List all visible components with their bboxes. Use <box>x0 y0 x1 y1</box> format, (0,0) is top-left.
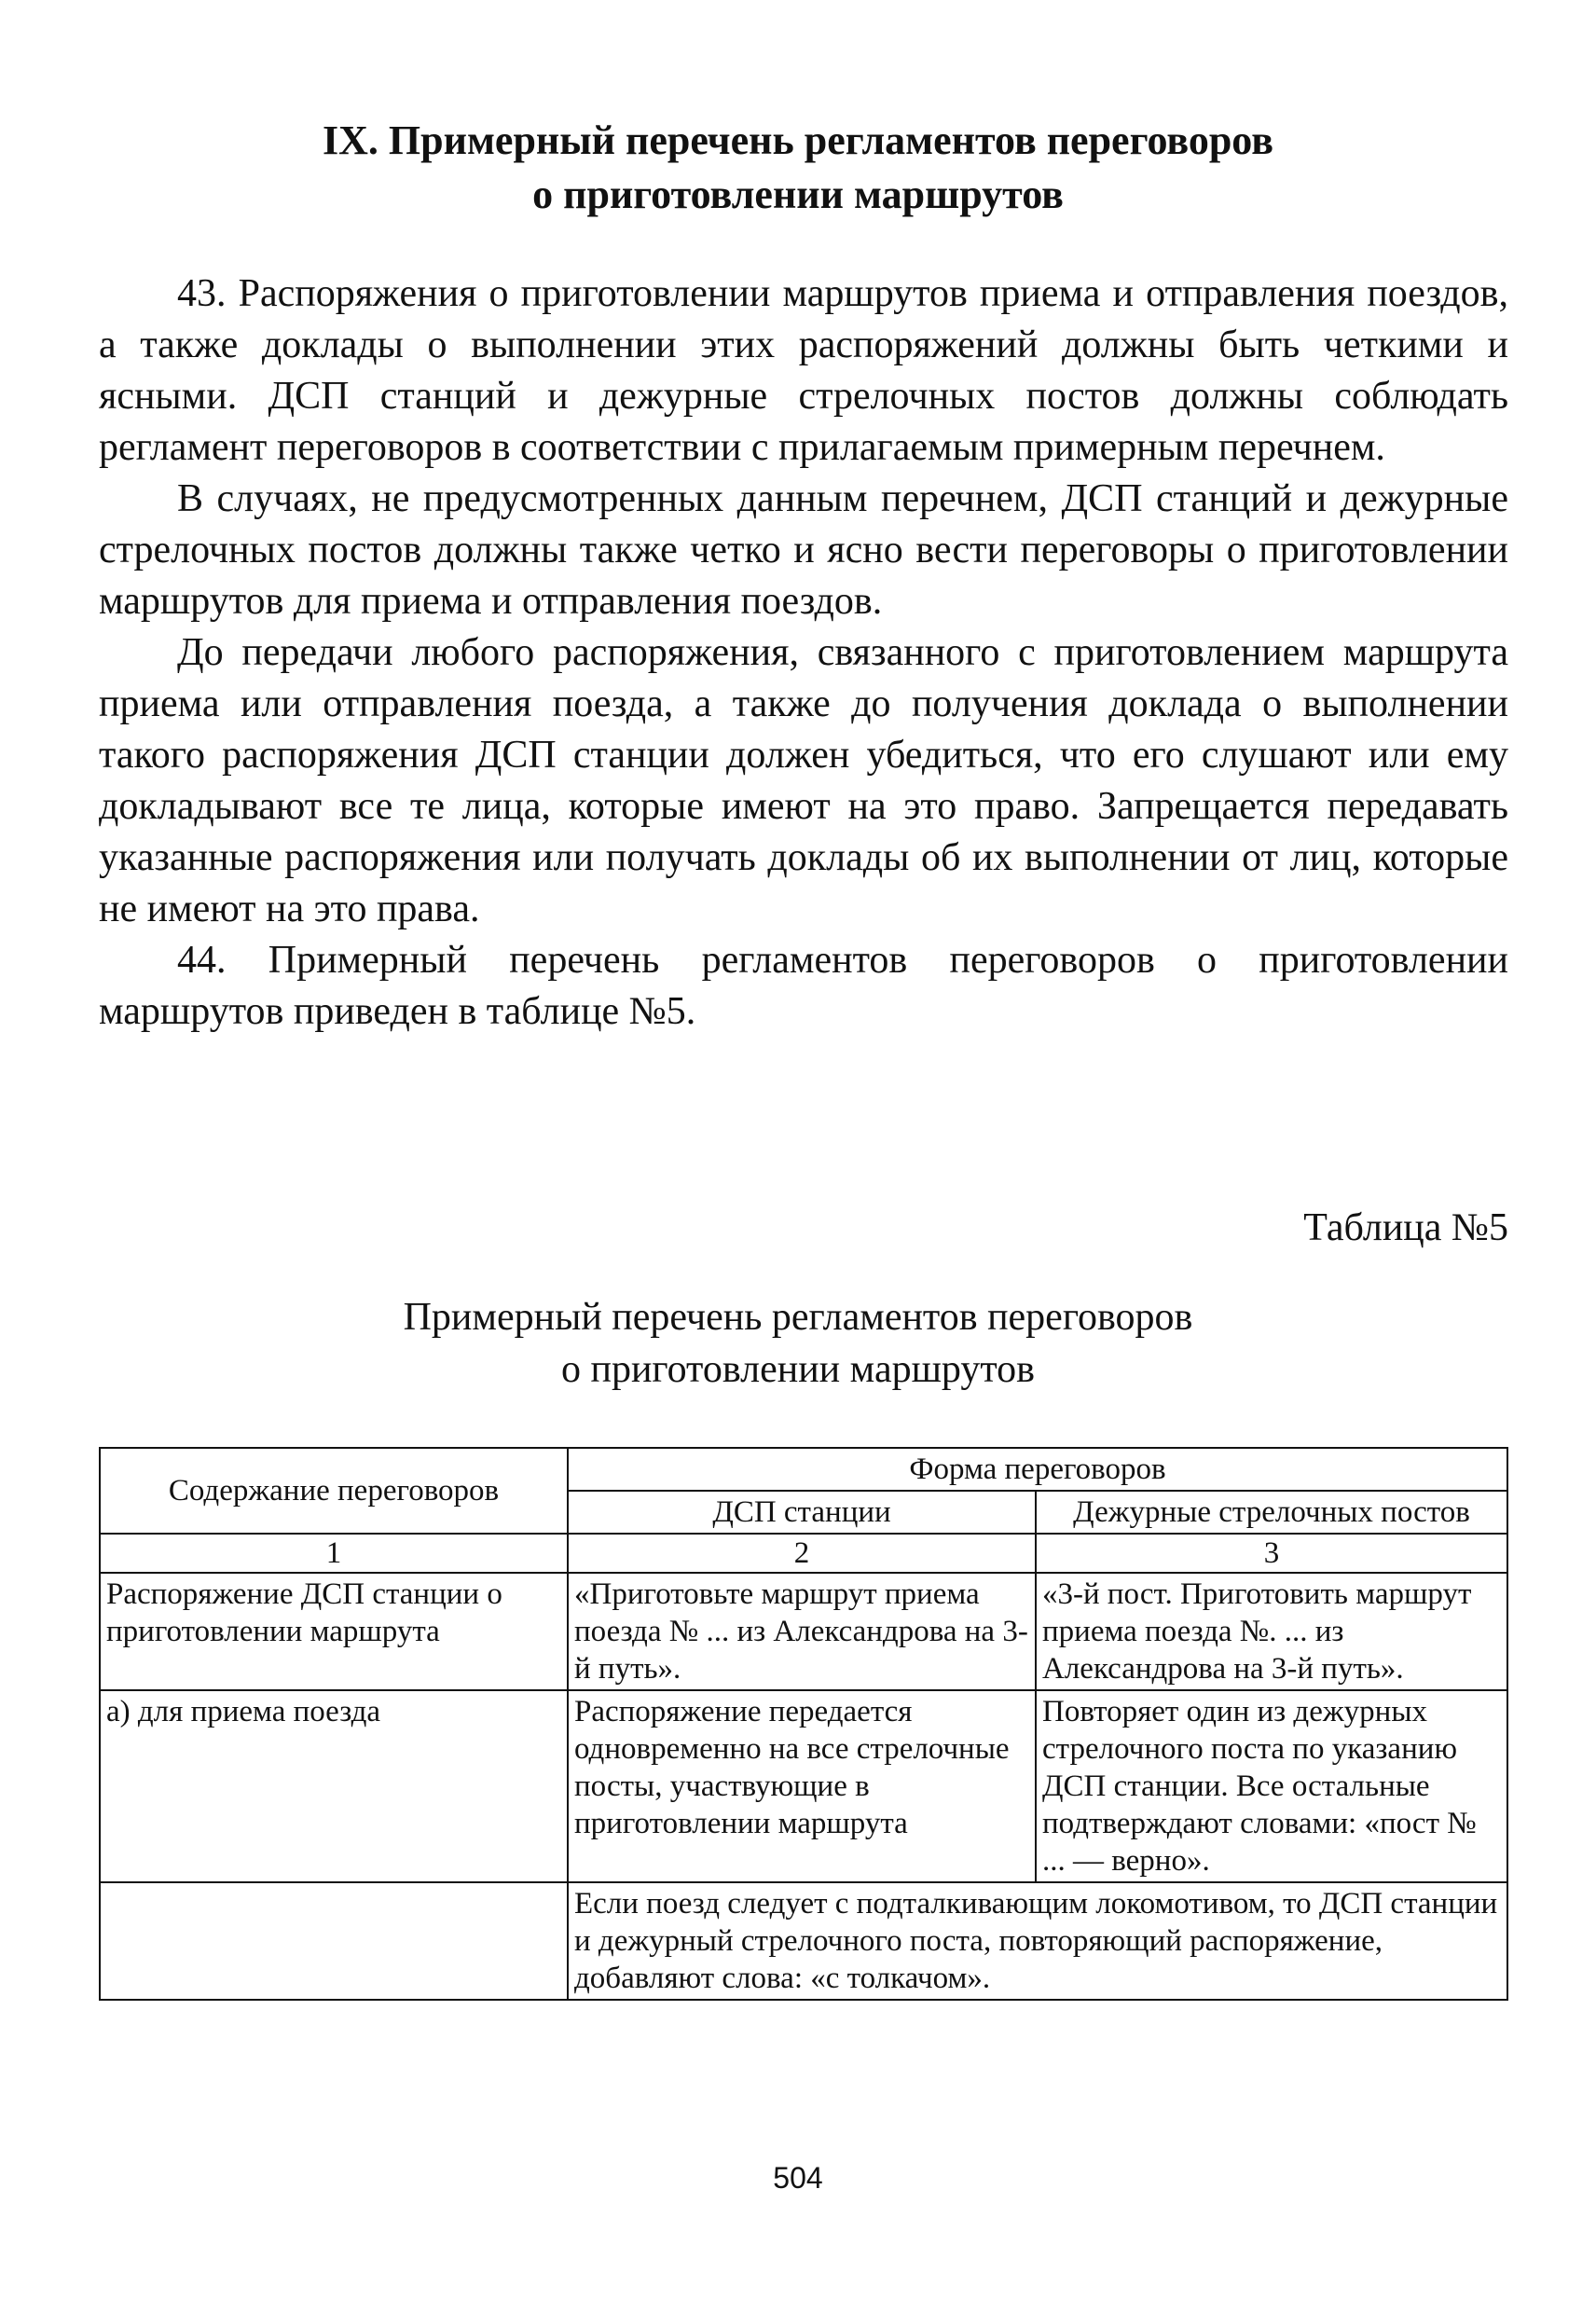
table-title-line-2: о приготовлении маршрутов <box>560 1348 1036 1391</box>
cell-content: а) для приема поезда <box>100 1690 568 1882</box>
table-row <box>100 1690 1507 1882</box>
table-title <box>0 1291 1596 1396</box>
cell-empty <box>100 1882 568 2000</box>
column-number: 2 <box>568 1534 1036 1573</box>
cell-posts: «3-й пост. Приготовить маршрут приема поезда №. ... из Александрова на 3-й путь». <box>1036 1573 1507 1690</box>
cell-dsp: «Приготовьте маршрут приема поезда № ... из Александрова на 3-й путь». <box>568 1573 1036 1690</box>
cell-dsp: Распоряжение передается одновременно на все стрелочные посты, участвующие в приготовлении маршрута <box>568 1690 1036 1882</box>
paragraph: 44. Примерный перечень регламентов переговоров о приготовлении маршрутов приведен в таблице №5. <box>99 939 1508 1033</box>
column-number: 3 <box>1036 1534 1507 1573</box>
paragraph: До передачи любого распоряжения, связанного с приготовлением маршрута приема или отправления поезда, а также до получения доклада о выполнении такого распоряжения ДСП станции должен убедиться, что его слушают или ему докладывают все те лица, которые имеют на это право. Запрещается передавать указанные распоряжения или получать доклады об их выполнении от лиц, которые не имеют на это права. <box>99 631 1508 930</box>
regulations-table <box>99 1447 1508 2001</box>
table-title-line-1: Примерный перечень регламентов переговоров <box>403 1296 1193 1339</box>
paragraph: 43. Распоряжения о приготовлении маршрутов приема и отправления поездов, а также доклады о выполнении этих распоряжений должны быть четкими и ясными. ДСП станций и дежурные стрелочных постов должны соблюдать регламент переговоров в соответствии с прилагаемым примерным перечнем. <box>99 272 1508 469</box>
cell-posts: Повторяет один из дежурных стрелочного поста по указанию ДСП станции. Все остальные подтверждают словами: «пост № ... — верно». <box>1036 1690 1507 1882</box>
header-posts: Дежурные стрелочных постов <box>1036 1491 1507 1534</box>
section-heading-line-1: IX. Примерный перечень регламентов переговоров <box>323 117 1273 163</box>
paragraph: В случаях, не предусмотренных данным перечнем, ДСП станций и дежурные стрелочных постов должны также четко и ясно вести переговоры о приготовлении маршрутов для приема и отправления поездов. <box>99 477 1508 623</box>
table-header-row <box>100 1448 1507 1491</box>
header-content: Содержание переговоров <box>100 1448 568 1534</box>
cell-note: Если поезд следует с подталкивающим локомотивом, то ДСП станции и дежурный стрелочного поста, повторяющий распоряжение, добавляют слова: «с толкачом». <box>568 1882 1507 2000</box>
section-heading <box>0 114 1596 222</box>
section-heading-line-2: о приготовлении маршрутов <box>532 172 1064 217</box>
cell-content: Распоряжение ДСП станции о приготовлении маршрута <box>100 1573 568 1690</box>
table-row <box>100 1573 1507 1690</box>
page-number: 504 <box>773 2161 823 2195</box>
body-text <box>99 268 1508 1038</box>
table-row <box>100 1882 1507 2000</box>
header-form: Форма переговоров <box>568 1448 1507 1491</box>
header-dsp: ДСП станции <box>568 1491 1036 1534</box>
column-number-row <box>100 1534 1507 1573</box>
column-number: 1 <box>100 1534 568 1573</box>
table-label: Таблица №5 <box>1303 1206 1508 1249</box>
